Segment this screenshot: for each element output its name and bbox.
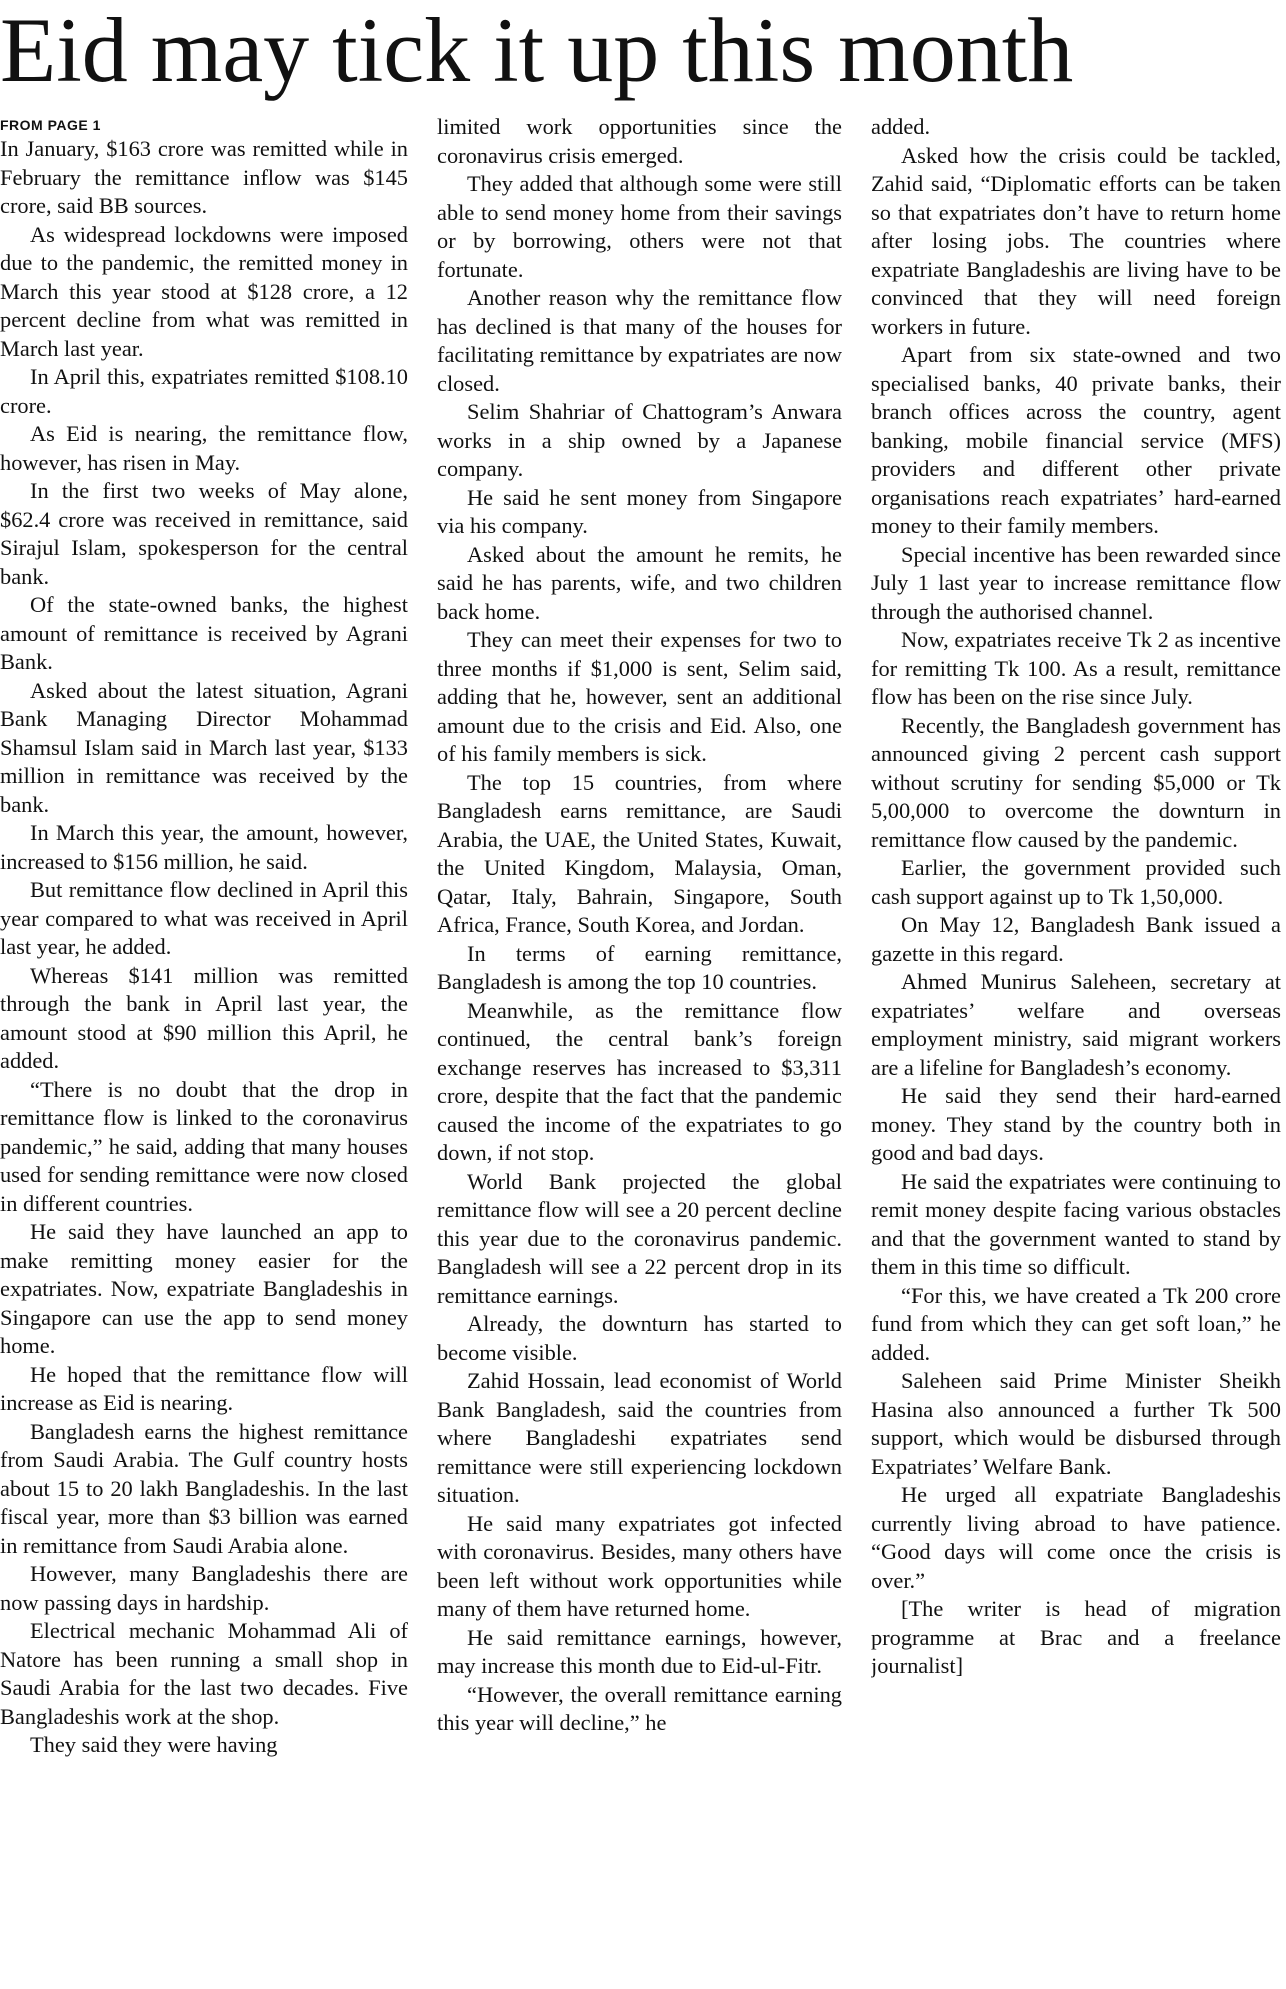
article-paragraph: He said many expatriates got infected with coronavirus. Besides, many others have been left without work opportunities while many of them have returned home. bbox=[437, 1510, 842, 1621]
article-paragraph: “For this, we have created a Tk 200 crore fund from which they can get soft loan,” he added. bbox=[871, 1282, 1281, 1365]
article-paragraph: Whereas $141 million was remitted through the bank in April last year, the amount stood at $90 million this April, he added. bbox=[0, 962, 408, 1073]
article-paragraph: World Bank projected the global remittance flow will see a 20 percent decline this year due to the coronavirus pandemic. Bangladesh will see a 22 percent drop in its remittance earnings. bbox=[437, 1168, 842, 1308]
article-paragraph: In terms of earning remittance, Bangladesh is among the top 10 countries. bbox=[437, 940, 842, 994]
article-paragraph: Another reason why the remittance flow has declined is that many of the houses for facilitating remittance by expatriates are now closed. bbox=[437, 285, 842, 396]
article-paragraph: Saleheen said Prime Minister Sheikh Hasina also announced a further Tk 500 support, which would be disbursed through Expatriates’ Welfare Bank. bbox=[871, 1368, 1281, 1479]
article-paragraph: Asked about the latest situation, Agrani Bank Managing Director Mohammad Shamsul Islam said in March last year, $133 million in remittance was received by the bank. bbox=[0, 677, 408, 817]
article-column-3 bbox=[871, 113, 1281, 1983]
article-paragraph: He hoped that the remittance flow will increase as Eid is nearing. bbox=[0, 1361, 408, 1415]
column-3-body bbox=[871, 113, 1281, 1681]
continued-from-kicker: FROM PAGE 1 bbox=[0, 117, 101, 133]
article-paragraph: Asked about the amount he remits, he said he has parents, wife, and two children back home. bbox=[437, 541, 842, 624]
article-paragraph: He said the expatriates were continuing to remit money despite facing various obstacles and that the government wanted to stand by them in this time so difficult. bbox=[871, 1168, 1281, 1279]
article-paragraph: As Eid is nearing, the remittance flow, however, has risen in May. bbox=[0, 421, 408, 475]
article-paragraph: In March this year, the amount, however, increased to $156 million, he said. bbox=[0, 820, 408, 874]
article-paragraph: Selim Shahriar of Chattogram’s Anwara works in a ship owned by a Japanese company. bbox=[437, 399, 842, 481]
article-paragraph: They added that although some were still able to send money home from their savings or by borrowing, others were not that fortunate. bbox=[437, 171, 842, 282]
article-paragraph: “However, the overall remittance earning this year will decline,” he bbox=[437, 1681, 842, 1735]
article-paragraph: In the first two weeks of May alone, $62.4 crore was received in remittance, said Sirajul Islam, spokesperson for the central bank. bbox=[0, 478, 408, 589]
article-paragraph: added. bbox=[871, 114, 931, 139]
article-paragraph: The top 15 countries, from where Bangladesh earns remittance, are Saudi Arabia, the UAE, the United States, Kuwait, the United Kingdom, Malaysia, Oman, Qatar, Italy, Bahrain, Singapore, South Africa, France, South Korea, and Jordan. bbox=[437, 769, 842, 937]
column-2-body bbox=[437, 113, 842, 1738]
article-paragraph: In April this, expatriates remitted $108.10 crore. bbox=[0, 364, 408, 418]
article-paragraph: He said they send their hard-earned money. They stand by the country both in good and bad days. bbox=[871, 1083, 1281, 1165]
column-1-body bbox=[0, 135, 408, 1760]
article-paragraph: Apart from six state-owned and two specialised banks, 40 private banks, their branch offices across the country, agent banking, mobile financial service (MFS) providers and different other private organisations reach expatriates’ hard-earned money to their family members. bbox=[871, 342, 1281, 538]
article-paragraph: [The writer is head of migration programme at Brac and a freelance journalist] bbox=[871, 1596, 1281, 1678]
article-paragraph: Now, expatriates receive Tk 2 as incentive for remitting Tk 100. As a result, remittance flow has been on the rise since July. bbox=[871, 627, 1281, 709]
article-paragraph: However, many Bangladeshis there are now passing days in hardship. bbox=[0, 1561, 408, 1615]
article-paragraph: Already, the downturn has started to become visible. bbox=[437, 1311, 842, 1365]
article-paragraph: limited work opportunities since the coronavirus crisis emerged. bbox=[437, 114, 842, 168]
article-paragraph: Earlier, the government provided such cash support against up to Tk 1,50,000. bbox=[871, 855, 1281, 909]
article-paragraph: “There is no doubt that the drop in remittance flow is linked to the coronavirus pandemic,” he said, adding that many houses used for sending remittance were now closed in different countries. bbox=[0, 1076, 408, 1216]
article-paragraph: But remittance flow declined in April this year compared to what was received in April last year, he added. bbox=[0, 877, 408, 959]
article-paragraph: Recently, the Bangladesh government has announced giving 2 percent cash support without scrutiny for sending $5,000 or Tk 5,00,000 to overcome the downturn in remittance flow caused by the pandemic. bbox=[871, 712, 1281, 852]
article-paragraph: Meanwhile, as the remittance flow continued, the central bank’s foreign exchange reserves has increased to $3,311 crore, despite that the fact that the pandemic caused the income of the expatriates to go down, if not stop. bbox=[437, 997, 842, 1165]
article-paragraph: On May 12, Bangladesh Bank issued a gazette in this regard. bbox=[871, 912, 1281, 966]
article-column-2 bbox=[437, 113, 842, 1983]
article-paragraph: Of the state-owned banks, the highest amount of remittance is received by Agrani Bank. bbox=[0, 592, 408, 674]
article-paragraph: He urged all expatriate Bangladeshis currently living abroad to have patience. “Good days will come once the crisis is over.” bbox=[871, 1482, 1281, 1593]
article-paragraph: Electrical mechanic Mohammad Ali of Natore has been running a small shop in Saudi Arabia for the last two decades. Five Bangladeshis work at the shop. bbox=[0, 1618, 408, 1729]
article-paragraph: Asked how the crisis could be tackled, Zahid said, “Diplomatic efforts can be taken so that expatriates don’t have to return home after losing jobs. The countries where expatriate Bangladeshis are living have to be convinced that they will need foreign workers in future. bbox=[871, 142, 1281, 339]
article-paragraph: In January, $163 crore was remitted while in February the remittance inflow was $145 crore, said BB sources. bbox=[0, 136, 408, 218]
article-paragraph: He said remittance earnings, however, may increase this month due to Eid-ul-Fitr. bbox=[437, 1624, 842, 1678]
article-paragraph: They can meet their expenses for two to three months if $1,000 is sent, Selim said, adding that he, however, sent an additional amount due to the crisis and Eid. Also, one of his family members is sick. bbox=[437, 627, 842, 766]
article-paragraph: Special incentive has been rewarded since July 1 last year to increase remittance flow through the authorised channel. bbox=[871, 541, 1281, 624]
article-paragraph: Ahmed Munirus Saleheen, secretary at expatriates’ welfare and overseas employment ministry, said migrant workers are a lifeline for Bangladesh’s economy. bbox=[871, 969, 1281, 1080]
article-paragraph: Bangladesh earns the highest remittance from Saudi Arabia. The Gulf country hosts about 15 to 20 lakh Bangladeshis. In the last fiscal year, more than $3 billion was earned in remittance from Saudi Arabia alone. bbox=[0, 1418, 408, 1558]
article-paragraph: He said he sent money from Singapore via his company. bbox=[437, 484, 842, 538]
article-headline: Eid may tick it up this month bbox=[0, 0, 1074, 101]
article-paragraph: He said they have launched an app to make remitting money easier for the expatriates. Now, expatriate Bangladeshis in Singapore can use the app to send money home. bbox=[0, 1219, 408, 1358]
article-paragraph: Zahid Hossain, lead economist of World Bank Bangladesh, said the countries from where Bangladeshi expatriates send remittance were still experiencing lockdown situation. bbox=[437, 1368, 842, 1507]
article-paragraph: As widespread lockdowns were imposed due to the pandemic, the remitted money in March this year stood at $128 crore, a 12 percent decline from what was remitted in March last year. bbox=[0, 221, 408, 361]
article-column-1 bbox=[0, 113, 408, 1983]
article-paragraph: They said they were having bbox=[30, 1732, 278, 1757]
